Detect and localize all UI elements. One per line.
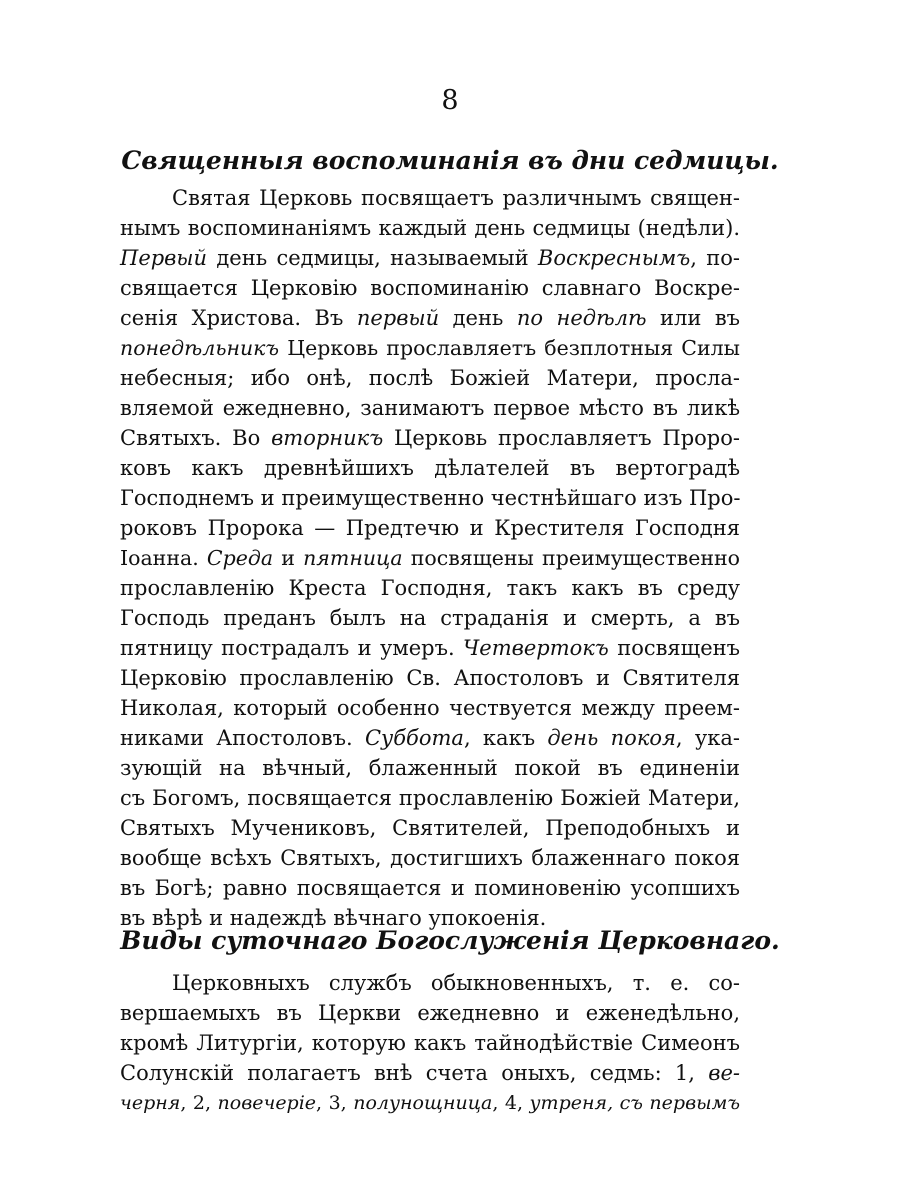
text-segment: вершаемыхъ въ Церкви ежедневно и еженедѣльно, [120, 1001, 740, 1025]
italic-text: Суббота [364, 726, 464, 750]
text-line [120, 968, 740, 998]
text-line [120, 1088, 740, 1118]
section-heading-daily-services: Виды суточнаго Богослуженія Церковнаго. [120, 926, 780, 955]
text-segment: вляемой ежедневно, занимаютъ первое мѣсто въ ликѣ [120, 396, 740, 420]
text-line [120, 513, 740, 543]
text-segment: зующій на вѣчный, блаженный покой въ единеніи [120, 756, 740, 780]
text-segment: день [439, 306, 517, 330]
italic-text: день покоя [547, 726, 676, 750]
text-segment: пятницу пострадалъ и умеръ. [120, 636, 464, 660]
text-line [120, 813, 740, 843]
italic-text: вторникъ [271, 426, 384, 450]
text-segment: день седмицы, называемый [207, 246, 538, 270]
text-segment: небесныя; ибо онѣ, послѣ Божіей Матери, просла- [120, 366, 740, 390]
text-segment: въ вѣрѣ и надеждѣ вѣчнаго упокоенія. [120, 906, 547, 930]
text-segment: свящается Церковію воспоминанію славнаго Воскре- [120, 276, 740, 300]
text-segment: , какъ [463, 726, 548, 750]
text-segment: вообще всѣхъ Святыхъ, достигшихъ блаженнаго покоя [120, 846, 740, 870]
text-segment: ковъ какъ древнѣйшихъ дѣлателей въ вертоградѣ [120, 456, 740, 480]
text-segment: Іоанна. [120, 546, 207, 570]
text-segment: , ука- [675, 726, 740, 750]
text-line [120, 1028, 740, 1058]
italic-text: Воскреснымъ [537, 246, 691, 270]
italic-text: по недѣлѣ [516, 306, 647, 330]
text-line [120, 183, 740, 213]
italic-text: повечеріе [217, 1092, 317, 1114]
text-segment: Церковныхъ службъ обыкновенныхъ, т. е. со- [172, 971, 740, 995]
italic-text: понедѣльникъ [120, 336, 280, 360]
text-segment: Господнемъ и преимущественно честнѣйшаго изъ Про- [120, 486, 741, 510]
italic-text: первый [356, 306, 440, 330]
text-segment: , по- [690, 246, 740, 270]
text-line [120, 723, 740, 753]
text-segment: сенія Христова. Въ [120, 306, 357, 330]
italic-text: Четвертокъ [463, 636, 609, 660]
section-heading-sacred-remembrances: Священныя воспоминанія въ дни седмицы. [121, 146, 779, 175]
italic-text: Среда [206, 546, 274, 570]
text-segment: , 3, [316, 1092, 354, 1114]
text-segment: прославленію Креста Господня, такъ какъ въ среду [120, 576, 740, 600]
text-segment: , 2, [180, 1092, 218, 1114]
text-line [120, 393, 740, 423]
text-segment: Святая Церковь посвящаетъ различнымъ священ- [172, 186, 740, 210]
text-line [120, 543, 740, 573]
text-line [120, 573, 740, 603]
text-segment: посвящены преимущественно [402, 546, 740, 570]
italic-text: черня [120, 1092, 181, 1114]
text-segment: никами Апостоловъ. [120, 726, 365, 750]
text-line [120, 753, 740, 783]
text-line [120, 1058, 740, 1088]
text-line [120, 603, 740, 633]
text-segment: и [273, 546, 304, 570]
text-line [120, 693, 740, 723]
text-line [120, 633, 740, 663]
text-segment: Церковь прославляетъ Проро- [383, 426, 740, 450]
text-line [120, 273, 740, 303]
text-segment: съ Богомъ, посвящается прославленію Божіей Матери, [120, 786, 740, 810]
text-line [120, 453, 740, 483]
text-segment: Церковь прославляетъ безплотныя Силы [279, 336, 740, 360]
text-segment: Святыхъ. Во [120, 426, 272, 450]
section-body-daily-services [120, 968, 740, 1118]
text-segment: , 4, [492, 1092, 530, 1114]
text-line [120, 213, 740, 243]
text-line [120, 483, 740, 513]
text-segment: кромѣ Литургіи, которую какъ тайнодѣйствіе Симеонъ [120, 1031, 740, 1055]
text-segment: Господь преданъ былъ на страданія и смерть, а въ [120, 606, 740, 630]
text-line [120, 783, 740, 813]
text-line [120, 333, 740, 363]
italic-text: утреня, съ первымъ [529, 1092, 741, 1114]
italic-text: ве- [708, 1061, 740, 1085]
italic-text: Первый [120, 246, 208, 270]
text-line [120, 363, 740, 393]
italic-text: полунощница [353, 1092, 493, 1114]
text-segment: Святыхъ Мучениковъ, Святителей, Преподобныхъ и [120, 816, 740, 840]
text-line [120, 873, 740, 903]
text-segment: нымъ воспоминаніямъ каждый день седмицы (недѣли). [120, 216, 740, 240]
text-segment: посвященъ [608, 636, 740, 660]
text-segment: или въ [646, 306, 741, 330]
text-line [120, 303, 740, 333]
text-line [120, 423, 740, 453]
text-segment: Николая, который особенно чествуется между преем- [120, 696, 740, 720]
text-segment: роковъ Пророка — Предтечю и Крестителя Господня [120, 516, 740, 540]
text-line [120, 843, 740, 873]
text-line [120, 243, 740, 273]
italic-text: пятница [303, 546, 403, 570]
page-number: 8 [441, 85, 459, 116]
text-line [120, 663, 740, 693]
text-segment: въ Богѣ; равно посвящается и поминовенію усопшихъ [120, 876, 740, 900]
section-body-sacred-remembrances [120, 183, 740, 933]
text-segment: Солунскій полагаетъ внѣ счета оныхъ, седмь: 1, [120, 1061, 709, 1085]
text-segment: Церковію прославленію Св. Апостоловъ и Святителя [120, 666, 740, 690]
text-line [120, 998, 740, 1028]
